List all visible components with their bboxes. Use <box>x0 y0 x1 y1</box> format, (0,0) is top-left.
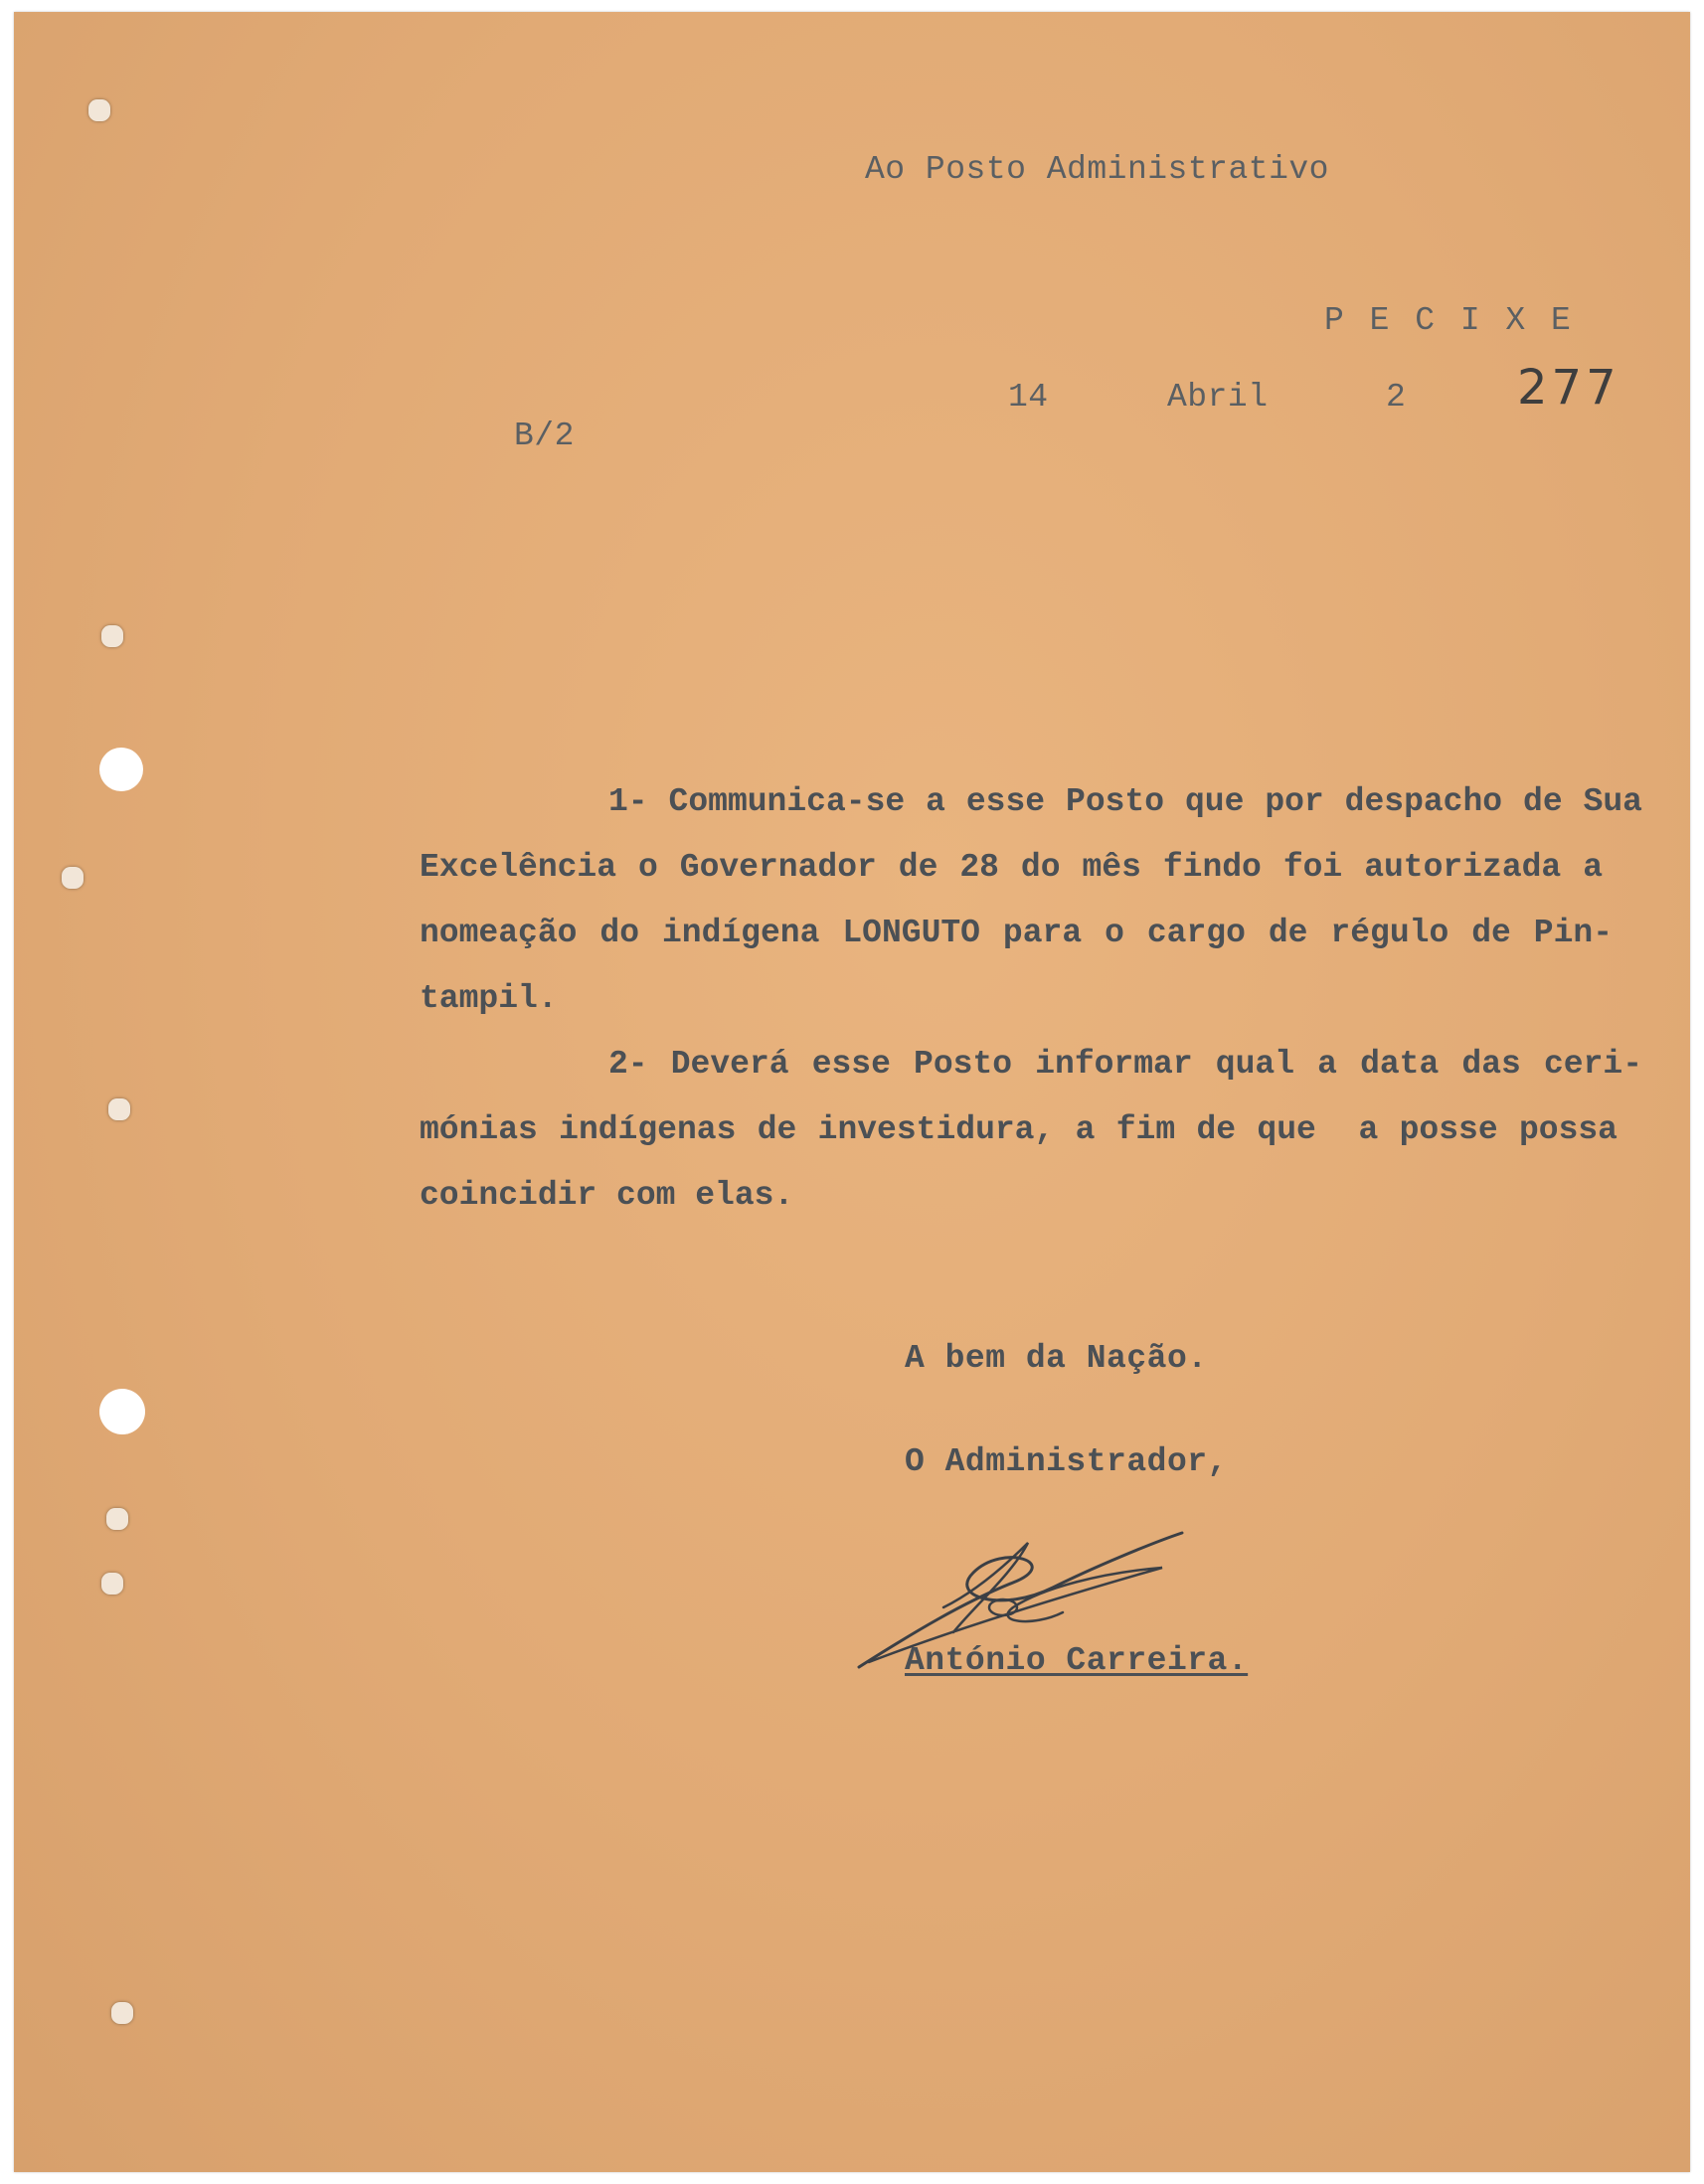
paragraph-2-line: mónias indígenas de investidura, a fim de que a posse possa <box>420 1111 1618 1148</box>
torn-punch-mark <box>88 99 110 121</box>
torn-punch-mark <box>106 1508 128 1530</box>
date-month: Abril <box>1167 379 1269 416</box>
paragraph-1-line: 1- Communica-se a esse Posto que por despacho de Sua <box>608 783 1642 820</box>
date-day: 14 <box>1008 379 1049 416</box>
paragraph-1-line: nomeação do indígena LONGUTO para o cargo de régulo de Pin- <box>420 915 1613 951</box>
torn-punch-mark <box>62 867 84 889</box>
torn-punch-mark <box>101 625 123 647</box>
punch-hole <box>99 1389 145 1434</box>
torn-punch-mark <box>111 2002 133 2024</box>
closing-phrase: A bem da Nação. <box>905 1340 1208 1377</box>
paragraph-1-line: Excelência o Governador de 28 do mês findo foi autorizada a <box>420 849 1603 886</box>
document-page <box>14 12 1690 2172</box>
date-year: 2 <box>1386 379 1407 416</box>
signatory-name: António Carreira. <box>905 1642 1249 1679</box>
paragraph-2-line: 2- Deverá esse Posto informar qual a data das ceri- <box>608 1046 1642 1083</box>
punch-hole <box>99 748 143 791</box>
reference-code: B/2 <box>514 418 575 454</box>
file-number: 277 <box>1517 360 1620 416</box>
signatory-title: O Administrador, <box>905 1443 1228 1480</box>
paragraph-1-line: tampil. <box>420 980 558 1017</box>
torn-punch-mark <box>108 1098 130 1120</box>
torn-punch-mark <box>101 1573 123 1595</box>
paragraph-2-line: coincidir com elas. <box>420 1177 794 1214</box>
addressee: Ao Posto Administrativo <box>865 151 1329 188</box>
place-name: P E C I X E <box>1324 302 1574 339</box>
